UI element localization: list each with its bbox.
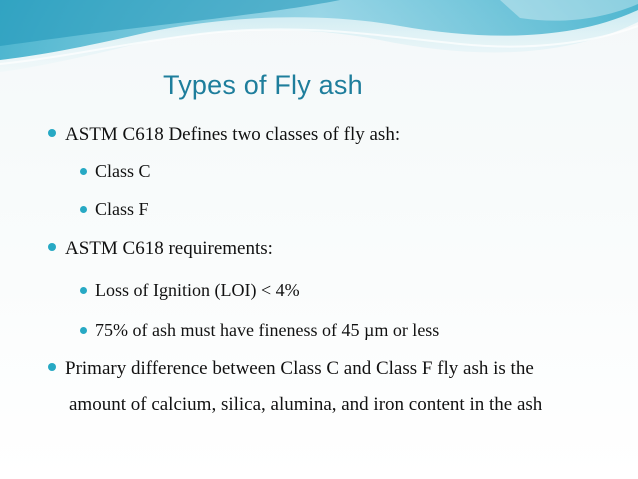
bullet-icon [80,206,87,213]
bullet-text: 75% of ash must have fineness of 45 µm or less [95,320,440,340]
slide-title: Types of Fly ash [163,70,363,100]
bullet-text: Class C [95,161,151,181]
bullet-icon [80,327,87,334]
bullet-text: Class F [95,199,149,219]
sub-bullet-item-4 [80,320,439,341]
sub-bullet-item-3 [80,280,300,301]
bullet-icon [80,287,87,294]
bullet-text: Loss of Ignition (LOI) < 4% [95,280,300,300]
bullet-item-2 [48,238,273,260]
bullet-icon [48,363,56,371]
bullet-continuation-text: amount of calcium, silica, alumina, and iron content in the ash [69,394,543,415]
sub-bullet-item-1 [80,161,151,182]
bullet-text: ASTM C618 requirements: [65,238,273,259]
bullet-icon [48,129,56,137]
sub-bullet-item-2 [80,199,149,220]
bullet-item-1 [48,124,400,146]
bullet-item-3 [48,358,534,380]
bullet-text: Primary difference between Class C and Class F fly ash is the [65,358,534,379]
bullet-icon [48,243,56,251]
bullet-text: ASTM C618 Defines two classes of fly ash: [65,124,401,145]
bullet-icon [80,168,87,175]
